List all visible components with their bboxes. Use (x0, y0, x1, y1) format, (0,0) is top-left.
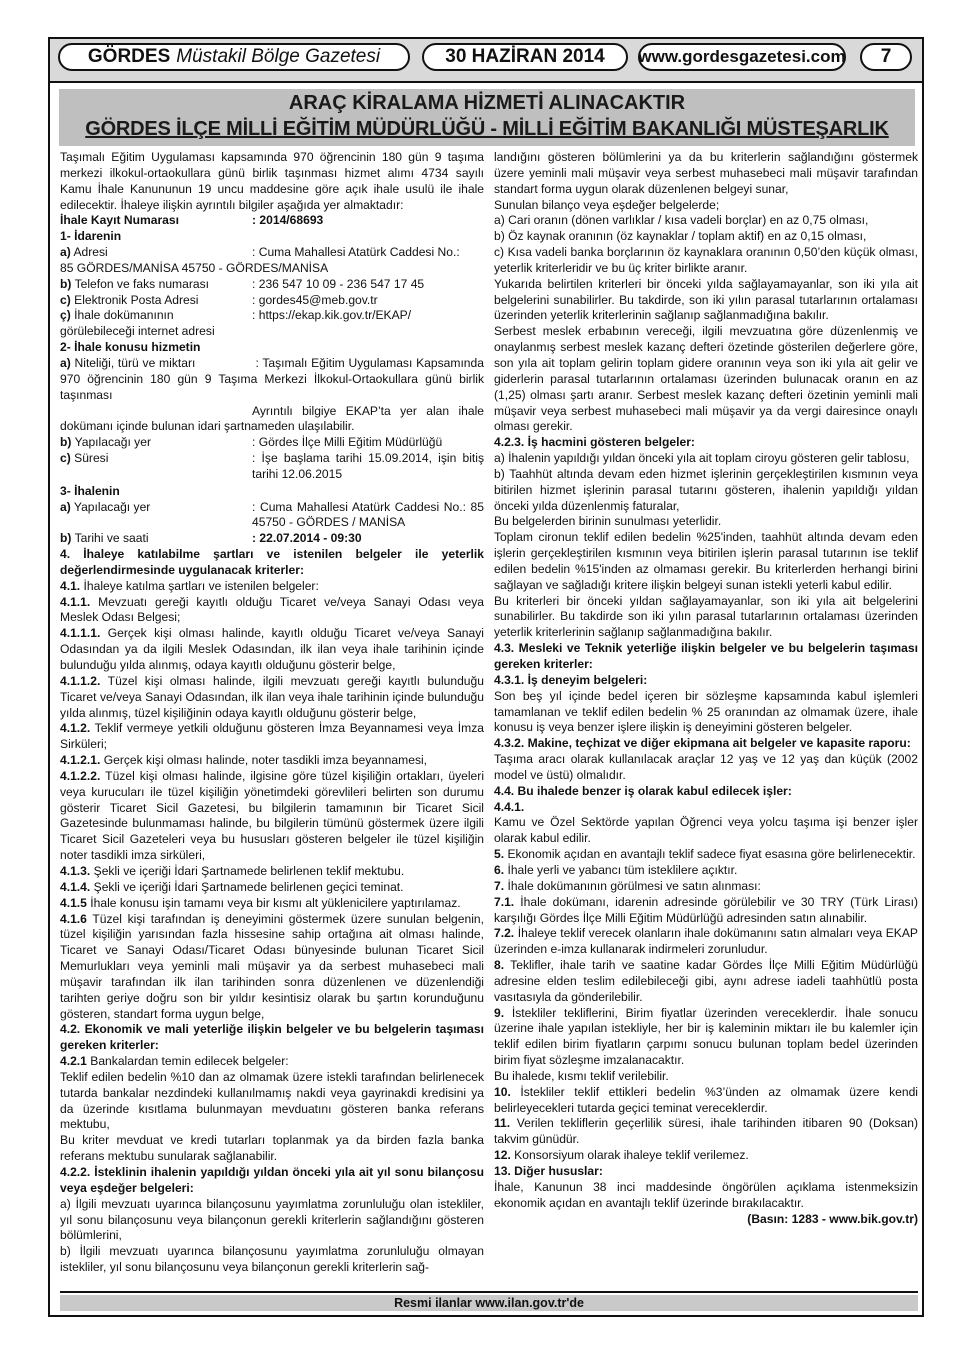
clause-9: 9. İstekliler tekliflerini, Birim fiyatlar üzerinden vereceklerdir. İhale sonucu üzerine ihale yapılan istekliyle, her bir iş kaleminin miktarı ile bu kalemler için teklif edilen birim fiyatların çarpımı sonucu bulunan toplam bedel üzerinden birim fiyat sözleşme imzalanacaktır. (494, 1005, 918, 1068)
press-reference: (Basın: 1283 - www.bik.gov.tr) (747, 1211, 918, 1226)
clause-7-1: 7.1. İhale dokümanı, idarenin adresinde görülebilir ve 30 TRY (Türk Lirası) karşılığı Gördes İlçe Milli Eğitim Müdürlüğü adresinden satın alınabilir. (494, 894, 918, 925)
newspaper-name (58, 43, 410, 71)
service-location-row: b) Yapılacağı yer : Gördes İlçe Milli Eğitim Müdürlüğü (60, 435, 484, 451)
clause-4-1-2-1: 4.1.2.1. Gerçek kişi olması halinde, noter tasdikli imza beyannamesi, (60, 753, 428, 768)
service-description: a) Niteliği, türü ve miktarı : Taşımalı Eğitim Uygulaması Kapsamında 970 öğrencinin 180 gün 9 Taşıma Merkezi İlkokul-Ortaokullara günü birlik taşınması (60, 355, 484, 402)
clause-4-2-1: 4.2.1 Bankalardan temin edilecek belgeler: (60, 1054, 289, 1069)
tender-location-row: a) Yapılacağı yer : Cuma Mahallesi Atatürk Caddesi No.: 85 45750 - GÖRDES / MANİSA (60, 499, 484, 530)
right-column (494, 150, 918, 1227)
final-paragraph: İhale, Kanunun 38 inci maddesinde öngörülen açıklama istenmeksizin ekonomik açıdan en avantajlı teklif üzerinde bırakılacaktır. (494, 1179, 918, 1210)
address-value: : Cuma Mahallesi Atatürk Caddesi No.: (252, 245, 460, 260)
clause-4-1-1: 4.1.1. Mevzuatı gereği kayıtlı olduğu Ticaret ve/veya Sanayi Odası veya Meslek Odası Belgesi; (60, 594, 484, 625)
clause-4-1-2: 4.1.2. Teklif vermeye yetkili olduğunu gösteren İmza Beyannamesi veya İmza Sirküleri; (60, 721, 484, 752)
balance-sheet-a: a) İlgili mevzuatı uyarınca bilançosunu yayımlatma zorunluluğu olan istekliler, yıl sonu bilançosunu veya bilançonun gerekli kriterlerin sağlandığını gösteren bölümlerini, (60, 1196, 484, 1243)
section-4-2-3-heading: 4.2.3. İş hacmini gösteren belgeler: (494, 435, 695, 450)
clause-4-1-2-2: 4.1.2.2. Tüzel kişi olması halinde, ilgisine göre tüzel kişiliğin ortakları, üyeleri veya kurucuları ile tüzel kişiliğin yönetimdeki görevlileri belirten son durumu gösterir Ticaret Sicil Gazetesi, bu bilgilerin tamamının bir Ticaret Sicil Gazetesinde bulunmaması halinde, bu bilgilerin tümünü göstermek üzere ilgili Ticaret Sicil Gazeteleri veya bu hususları gösteren belgeler ile tüzel kişiliğin noter tasdikli imza sirküleri, (60, 768, 484, 863)
document-url-value[interactable]: : https://ekap.kik.gov.tr/EKAP/ (252, 308, 412, 323)
document-url-row: ç) İhale dokümanının : https://ekap.kik.gov.tr/EKAP/ (60, 308, 484, 324)
address-continuation: 85 GÖRDES/MANİSA 45750 - GÖRDES/MANİSA (60, 260, 329, 275)
left-column (60, 150, 484, 1276)
section-4-2-heading: 4.2. Ekonomik ve mali yeterliğe ilişkin belgeler ve bu belgelerin taşıması gereken kriterler: (60, 1022, 484, 1053)
page-frame (48, 37, 924, 1317)
section-3-heading: 3- İhalenin (60, 483, 120, 498)
section-4-heading: 4. İhaleye katılabilme şartları ve istenilen belgeler ile yeterlik değerlendirmesinde uygulanacak kriterler: (60, 547, 484, 577)
clause-4-1-5: 4.1.5 İhale konusu işin tamamı veya bir kısmı alt yüklenicilere yaptırılamaz. (60, 895, 461, 910)
address-row: a) Adresi : Cuma Mahallesi Atatürk Caddesi No.: (60, 245, 484, 261)
freelance-paragraph: Serbest meslek erbabının vereceği, ilgili mevzuatına göre düzenlenmiş ve onaylanmış serbest meslek kazanç defteri özetinde gösterilen değerlere göre, son yıla ait toplam gelirin toplam gidere oranının veya son iki yıla ait gelir ve giderlerin parasal tutarlarının ortalaması üzerinden bulunacak oranın en az (1,25) olması şartı aranır. Serbest meslek kazanç defteri özetinin yeminli mali müşavir veya serbest muhasebeci mali müşavir ya da vergi dairesince onaylı olması gerekir. (494, 324, 918, 434)
subheadline: GÖRDES İLÇE MİLLİ EĞİTİM MÜDÜRLÜĞÜ - MİLLİ EĞİTİM BAKANLIĞI MÜSTEŞARLIK (85, 118, 889, 140)
tender-datetime-row: b) Tarihi ve saati : 22.07.2014 - 09:30 (60, 531, 484, 547)
footer-divider (60, 1291, 918, 1293)
phone-row: b) Telefon ve faks numarası : 236 547 10 09 - 236 547 17 45 (60, 277, 484, 293)
turnover-c: Bu belgelerden birinin sunulması yeterlidir. (494, 514, 722, 529)
section-4-3-2-heading: 4.3.2. Makine, teçhizat ve diğer ekipmana ait belgeler ve kapasite raporu: (494, 736, 911, 751)
email-value[interactable]: : gordes45@meb.gov.tr (252, 292, 378, 307)
intro-paragraph: Taşımalı Eğitim Uygulaması kapsamında 970 öğrencinin 180 gün 9 taşıma merkezi ilkokul-ortaokullara günü birlik taşınması hizmet alımı 4734 sayılı Kamu İhale Kanununun 19 uncu maddesine göre açık ihale usulü ile ihale edilecektir. İhaleye ilişkin ayrıntılı bilgiler aşağıda yer almaktadır: (60, 150, 484, 212)
email-row: c) Elektronik Posta Adresi : gordes45@meb.gov.tr (60, 293, 484, 309)
clause-12: 12. Konsorsiyum olarak ihaleye teklif verilemez. (494, 1148, 749, 1163)
registry-number-value: : 2014/68693 (252, 213, 324, 228)
ratio-b: b) Öz kaynak oranının (öz kaynaklar / toplam aktif) en az 0,15 olması, (494, 229, 867, 244)
section-2-heading: 2- İhale konusu hizmetin (60, 340, 201, 355)
turnover-b: b) Taahhüt altında devam eden hizmet işlerinin gerçekleştirilen kısmının veya bitirilen hizmet işlerinin parasal tutarını gösteren, ihalenin yapıldığı yıldan önceki yılda düzenlenmiş faturalar, (494, 466, 918, 513)
clause-10: 10. İstekliler teklif ettikleri bedelin %3’ünden az olmamak üzere kendi belirleyecekleri tutarda geçici teminat vereceklerdir. (494, 1084, 918, 1115)
section-4-4-1-heading: 4.4.1. (494, 799, 525, 814)
clause-4-1-3: 4.1.3. Şekli ve içeriği İdari Şartnamede belirlenen teklif mektubu. (60, 863, 405, 878)
duration-value: : İşe başlama tarihi 15.09.2014, işin bitiş tarihi 12.06.2015 (252, 451, 484, 481)
masthead (50, 39, 922, 83)
experience-paragraph: Son beş yıl içinde bedel içeren bir sözleşme kapsamında kabul işlemleri tamamlanan ve teklif edilen bedelin % 25 oranından az olmamak üzere, ihale konusu iş veya benzer işlere ilişkin iş deneyimini gösteren belgeler. (494, 688, 918, 735)
section-13-heading: 13. Diğer hususlar: (494, 1164, 603, 1178)
ratio-a: a) Cari oranın (dönen varlıklar / kısa vadeli borçlar) en az 0,75 olması, (494, 213, 869, 228)
clause-4-1-1-2: 4.1.1.2. Tüzel kişi olması halinde, ilgili mevzuatı gereği kayıtlı bulunduğu Ticaret ve/veya Sanayi Odasından, ilk ilan veya ihale tarihinin içinde bulunduğu yılda alınmış, tüzel kişiliğinin odaya kayıtlı olduğunu gösterir belge, (60, 673, 484, 720)
clause-7-2: 7.2. İhaleye teklif verecek olanların ihale dokümanını satın almaları veya EKAP üzerinden e-imza kullanarak indirmeleri zorunludur. (494, 926, 918, 957)
page-number: 7 (860, 43, 912, 71)
duration-row: c) Süresi : İşe başlama tarihi 15.09.2014, işin bitiş tarihi 12.06.2015 (60, 451, 484, 481)
ratio-c: c) Kısa vadeli banka borçlarının öz kaynaklara oranının 0,50’den küçük olması, yeterlik kriterleridir ve bu üç kriter birlikte aranır. (494, 245, 918, 275)
service-details-note: Ayrıntılı bilgiye EKAP’ta yer alan ihale dokümanı içinde bulunan idari şartnameden ulaşılabilir. (60, 403, 484, 434)
headline-band (59, 89, 915, 146)
section-1-heading: 1- İdarenin (60, 229, 122, 244)
turnover-a: a) İhalenin yapıldığı yıldan önceki yıla ait toplam ciroyu gösteren gelir tablosu, (494, 451, 910, 466)
two-year-paragraph: Yukarıda belirtilen kriterleri bir önceki yılda sağlayamayanlar, son iki yıla ait belgelerini sunabilirler. Bu takdirde, son iki yılın parasal tutarlarının ortalaması üzerinden yeterlik kriterlerinin sağlanıp sağlanmadığına bakılır. (494, 276, 918, 323)
clause-5: 5. Ekonomik açıdan en avantajlı teklif sadece fiyat esasına göre belirlenecektir. (494, 847, 916, 862)
turnover-d: Toplam cironun teklif edilen bedelin %25'inden, taahhüt altında devam eden işlerin gerçekleştirilen kısmının veya bitirilen işlerin parasal tutarının ise teklif edilen bedelin %15'inden az olmaması gerekir. Bu kriterlerden herhangi birini sağlayan ve sağladığı kritere ilişkin belgeyi sunan istekli yeterli kabul edilir. (494, 530, 918, 592)
partial-bid-note: Bu ihalede, kısmı teklif verilebilir. (494, 1068, 669, 1083)
clause-7: 7. İhale dokümanının görülmesi ve satın alınması: (494, 878, 761, 893)
issue-date: 30 HAZİRAN 2014 (422, 43, 628, 71)
clause-4-1-4: 4.1.4. Şekli ve içeriği İdari Şartnamede belirlenen geçici teminat. (60, 879, 404, 894)
equivalent-documents: Sunulan bilanço veya eşdeğer belgelerde; (494, 197, 720, 212)
balance-sheet-b: b) İlgili mevzuatı uyarınca bilançosunu yayımlatma zorunluluğu olmayan istekliler, yıl sonu bilançosunu veya bilançonun gerekli kriterlerin sağ- (60, 1244, 484, 1275)
registry-number-label: İhale Kayıt Numarası (60, 213, 179, 228)
clause-4-1-6: 4.1.6 Tüzel kişi tarafından iş deneyimini göstermek üzere sunulan belgenin, tüzel kişiliğin yarısından fazla hissesine sahip ortağına ait olması halinde, Ticaret ve Sanayi Odası/Ticaret Odası bünyesinde bulunan Ticaret Sicil Memurlukları veya yeminli mali müşavir ya da serbest muhasebeci mali müşavir tarafından ilk ilan tarihinden sonra düzenlenen ve düzenlendiği tarihten geriye doğru son bir yıldır kesintisiz olarak bu şartın korunduğunu gösteren, standart forma uygun belge, (60, 911, 484, 1021)
section-4-4-heading: 4.4. Bu ihalede benzer iş olarak kabul edilecek işler: (494, 783, 792, 798)
clause-11: 11. Verilen tekliflerin geçerlilik süresi, ihale tarihinden itibaren 90 (Doksan) takvim günüdür. (494, 1116, 918, 1147)
footer-notice: Resmi ilanlar www.ilan.gov.tr'de (60, 1295, 918, 1311)
newspaper-name-bold: GÖRDES (87, 46, 171, 67)
turnover-e: Bu kriterleri bir önceki yıldan sağlayamayanlar, son iki yıla ait belgelerini sunabilirler. Bu takdirde son iki yılın parasal tutarlarının ortalaması üzerinden yeterlik kriterlerinin sağlanıp sağlanmadığına bakılır. (494, 593, 918, 640)
clause-4-1-1-1: 4.1.1.1. Gerçek kişi olması halinde, kayıtlı olduğu Ticaret ve/veya Sanayi Odasından ya da ilgili Meslek Odasından, ilk ilan veya ihale tarihinin içinde bulunduğu yılda alınmış, odaya kayıtlı olduğunu gösterir belge, (60, 626, 484, 672)
document-url-continuation: görülebileceği internet adresi (60, 324, 215, 339)
bank-reference-paragraph: Teklif edilen bedelin %10 dan az olmamak üzere istekli tarafından belirlenecek tutarda bankalar nezdindeki kullanılmamış nakdi veya gayrinakdi kredisini ya da üzerinde kısıtlama bulunmayan mevduatını gösteren banka referans mektubu, (60, 1069, 484, 1132)
clause-8: 8. Teklifler, ihale tarih ve saatine kadar Gördes İlçe Milli Eğitim Müdürlüğü adresine elden teslim edilebileceği gibi, aynı adrese iadeli taahhütlü posta vasıtasıyla da gönderilebilir. (494, 958, 918, 1004)
phone-value: : 236 547 10 09 - 236 547 17 45 (252, 276, 425, 291)
bank-criterion-paragraph: Bu kriter mevduat ve kredi tutarları toplanmak ya da birden fazla banka referans mektubu sunularak sağlanabilir. (60, 1133, 484, 1164)
registry-number-row (60, 213, 484, 229)
vehicle-paragraph: Taşıma aracı olarak kullanılacak araçlar 12 yaş ve 12 yaş dan küçük (2002 model ve üstü) olmalıdır. (494, 752, 918, 782)
section-4-3-heading: 4.3. Mesleki ve Teknik yeterliğe ilişkin belgeler ve bu belgelerin taşıması gereken kriterler: (494, 641, 918, 671)
clause-4-1: 4.1. İhaleye katılma şartları ve istenilen belgeler: (60, 578, 319, 593)
continuation-paragraph: landığını gösteren bölümlerini ya da bu kriterlerin sağlandığını göstermek üzere yeminli mali müşavir veya serbest muhasebeci mali müşavir tarafından standart forma uygun olarak düzenlenen belgeyi sunar, (494, 150, 918, 196)
headline: ARAÇ KİRALAMA HİZMETİ ALINACAKTIR (288, 92, 686, 114)
newspaper-name-italic: Müstakil Bölge Gazetesi (176, 46, 381, 67)
website-link[interactable]: www.gordesgazetesi.com (638, 43, 846, 71)
clause-6: 6. İhale yerli ve yabancı tüm isteklilere açıktır. (494, 862, 738, 877)
tender-location-value: : Cuma Mahallesi Atatürk Caddesi No.: 85 45750 - GÖRDES / MANİSA (252, 499, 484, 530)
section-4-3-1-heading: 4.3.1. İş deneyim belgeleri: (494, 672, 648, 687)
similar-work-paragraph: Kamu ve Özel Sektörde yapılan Öğrenci veya yolcu taşıma işi benzer işler olarak kabul edilir. (494, 815, 918, 846)
tender-datetime-value: : 22.07.2014 - 09:30 (252, 531, 362, 546)
service-location-value: : Gördes İlçe Milli Eğitim Müdürlüğü (252, 435, 443, 450)
section-4-2-2-heading: 4.2.2. İsteklinin ihalenin yapıldığı yıldan önceki yıla ait yıl sonu bilançosu veya eşdeğer belgeleri: (60, 1165, 484, 1195)
